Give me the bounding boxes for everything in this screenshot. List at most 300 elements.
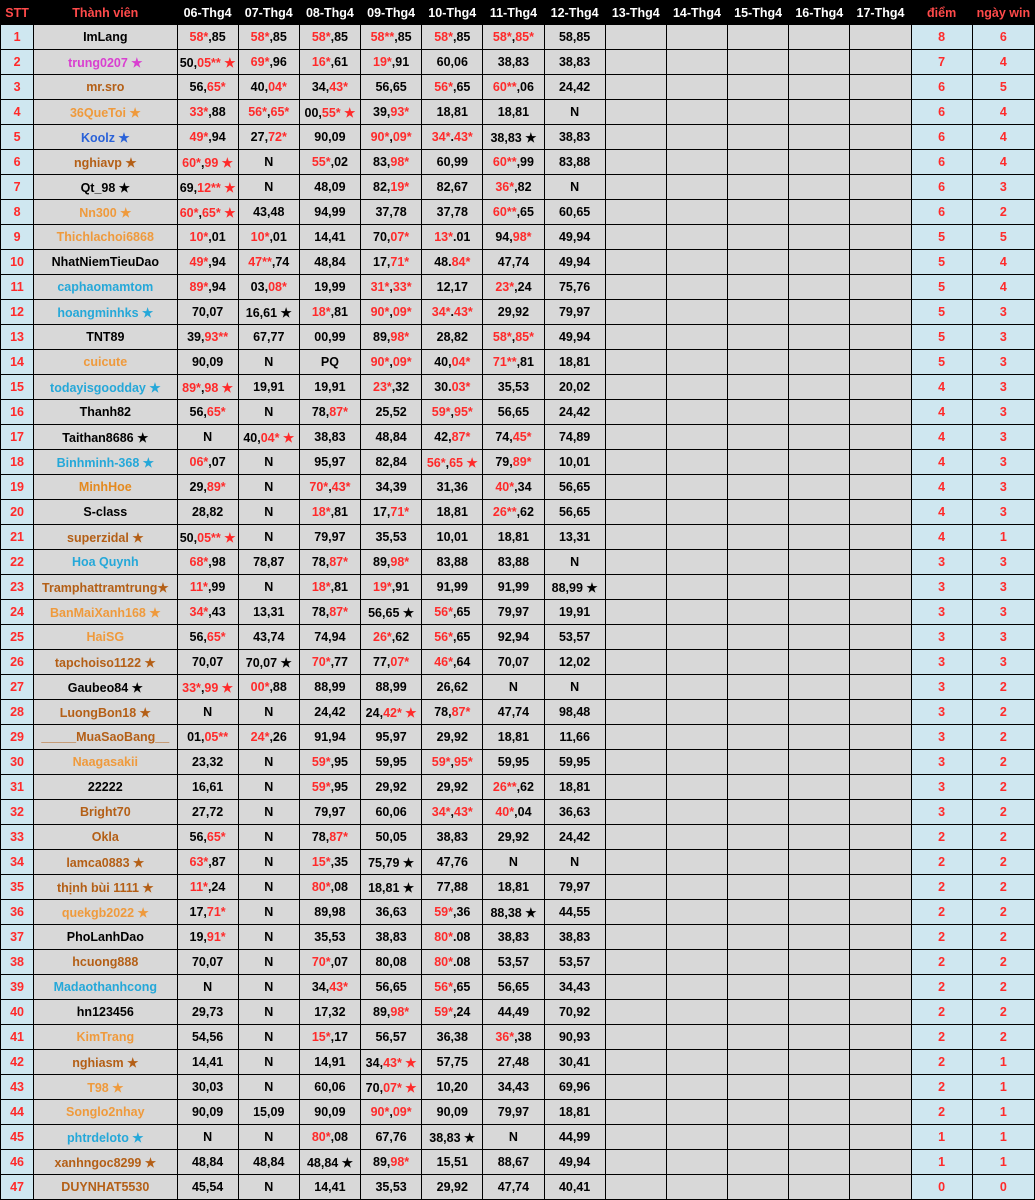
score-cell (850, 150, 911, 175)
score-cell (299, 950, 360, 975)
score-cell (728, 275, 789, 300)
score-text: ,62 (516, 505, 534, 519)
member-name: PhoLanhDao (34, 925, 177, 950)
score-cell (483, 650, 544, 675)
score-text: 88,99 ★ (551, 580, 598, 595)
score-text: 18,81 (436, 105, 468, 119)
score-cell (789, 875, 850, 900)
hit-mark: 10* (250, 230, 270, 244)
score-text: ,85 (330, 30, 349, 44)
score-cell (422, 75, 483, 100)
score-text: 34, (311, 80, 330, 94)
hit-mark: 89* (206, 480, 226, 494)
hit-mark: 34* (431, 305, 451, 319)
score-cell (728, 100, 789, 125)
score-cell (850, 925, 911, 950)
score-text: 18,81 (558, 1105, 591, 1119)
score-text: N (264, 405, 274, 419)
hit-mark: 60** (492, 80, 517, 94)
score-text: ,02 (330, 155, 349, 169)
score-text: ,24 (207, 880, 226, 894)
row-number: 10 (1, 250, 34, 275)
score-text: 35,53 (375, 1180, 407, 1194)
score-text: 56,65 ★ (368, 605, 415, 620)
score-cell (299, 650, 360, 675)
table-row (1, 875, 1035, 900)
hit-mark: 90* (370, 1105, 390, 1119)
score-cell (361, 750, 422, 775)
score-text: 47,74 (497, 1180, 530, 1194)
header-date: 16-Thg4 (789, 1, 850, 25)
hit-mark: 47** (248, 255, 272, 269)
score-text: 94,99 (314, 205, 346, 219)
score-cell (789, 1000, 850, 1025)
score-cell (666, 1150, 727, 1175)
score-cell (544, 575, 605, 600)
points-cell: 0 (911, 1175, 972, 1200)
win-days-cell: 1 (972, 1075, 1034, 1100)
table-row (1, 500, 1035, 525)
score-cell (422, 450, 483, 475)
score-cell (177, 225, 238, 250)
score-text: 38,83 (558, 930, 591, 944)
score-cell (299, 975, 360, 1000)
row-number: 44 (1, 1100, 34, 1125)
score-cell (605, 725, 666, 750)
score-cell (605, 975, 666, 1000)
score-cell (850, 1175, 911, 1200)
score-text: 23,32 (191, 755, 224, 769)
points-cell: 3 (911, 650, 972, 675)
score-text: 36,38 (436, 1030, 468, 1044)
score-cell (605, 200, 666, 225)
points-cell: 6 (911, 175, 972, 200)
score-text: ,32 (391, 380, 410, 394)
score-text: 56,65 (497, 980, 530, 994)
score-cell (422, 925, 483, 950)
score-cell (177, 950, 238, 975)
score-text: ,04 (514, 805, 532, 819)
score-cell (544, 450, 605, 475)
score-cell (544, 275, 605, 300)
score-cell (850, 225, 911, 250)
score-cell (238, 600, 299, 625)
score-text: 70,07 (191, 305, 224, 319)
score-text: 56,57 (375, 1030, 407, 1044)
score-text: 59,95 (375, 755, 407, 769)
hit-mark: 55* (311, 155, 331, 169)
score-text: N (508, 855, 518, 869)
score-cell (850, 1100, 911, 1125)
score-cell (238, 1150, 299, 1175)
score-cell (789, 325, 850, 350)
score-cell (238, 875, 299, 900)
score-cell (789, 575, 850, 600)
win-days-cell: 3 (972, 475, 1034, 500)
points-cell: 6 (911, 125, 972, 150)
score-cell (361, 1175, 422, 1200)
score-cell (789, 775, 850, 800)
score-text: N (264, 955, 274, 969)
score-text: 88,38 ★ (490, 905, 537, 920)
score-text: 78, (311, 555, 330, 569)
row-number: 23 (1, 575, 34, 600)
hit-mark: 12** ★ (197, 180, 236, 195)
score-text: 56,65 (375, 80, 407, 94)
score-cell (850, 475, 911, 500)
score-cell (728, 200, 789, 225)
score-text: N (264, 355, 274, 369)
score-cell (544, 50, 605, 75)
score-text: 98,48 (558, 705, 591, 719)
win-days-cell: 2 (972, 950, 1034, 975)
hit-mark: 59* (434, 905, 453, 919)
score-cell (299, 725, 360, 750)
score-text: 82,84 (375, 455, 407, 469)
hit-mark: 07* (390, 230, 410, 244)
score-cell (850, 100, 911, 125)
score-text: 78, (434, 705, 452, 719)
hit-mark: 71** (492, 355, 517, 369)
score-cell (544, 350, 605, 375)
score-cell (422, 1175, 483, 1200)
score-cell (850, 1075, 911, 1100)
score-text: N (264, 1030, 274, 1044)
score-text: 34, (311, 980, 330, 994)
header-member: Thành viên (34, 1, 177, 25)
hit-mark: 43* (454, 305, 473, 319)
hit-mark: 65* (206, 405, 226, 419)
score-cell (422, 1050, 483, 1075)
score-cell (361, 1100, 422, 1125)
score-cell (361, 150, 422, 175)
score-text: 91,99 (497, 580, 530, 594)
score-cell (361, 675, 422, 700)
score-text: ,74 (271, 255, 290, 269)
score-text: 48,84 ★ (306, 1155, 353, 1170)
score-cell (361, 1150, 422, 1175)
score-text: 48,09 (314, 180, 346, 194)
score-text: ,96 (269, 55, 287, 69)
score-text: 27,72 (191, 805, 224, 819)
score-cell (666, 800, 727, 825)
score-text: N (264, 480, 274, 494)
score-cell (299, 1100, 360, 1125)
score-cell (299, 450, 360, 475)
score-text: 89, (373, 1005, 391, 1019)
score-cell (666, 625, 727, 650)
score-text: 60,65 (558, 205, 591, 219)
score-cell (605, 650, 666, 675)
score-text: N (264, 155, 274, 169)
score-text: 42, (434, 430, 452, 444)
score-text: 90,09 (191, 355, 224, 369)
score-cell (238, 800, 299, 825)
score-text: , (511, 30, 516, 44)
win-days-cell: 3 (972, 425, 1034, 450)
score-cell (666, 300, 727, 325)
win-days-cell: 3 (972, 175, 1034, 200)
hit-mark: 98* (390, 1155, 410, 1169)
score-cell (177, 450, 238, 475)
member-name: todayisgoodday ★ (34, 375, 177, 400)
table-row (1, 150, 1035, 175)
score-text: 19,91 (253, 380, 285, 394)
points-cell: 3 (911, 700, 972, 725)
score-text: 48,84 (191, 1155, 224, 1169)
score-cell (544, 325, 605, 350)
member-name: xanhngoc8299 ★ (34, 1150, 177, 1175)
score-cell (422, 150, 483, 175)
hit-mark: 60** (492, 155, 517, 169)
score-text: 90,09 (314, 130, 346, 144)
win-days-cell: 2 (972, 850, 1034, 875)
points-cell: 4 (911, 450, 972, 475)
score-text: 89, (373, 555, 391, 569)
score-text: 43,48 (253, 205, 285, 219)
score-cell (422, 400, 483, 425)
score-cell (299, 375, 360, 400)
score-text: , (389, 305, 393, 319)
score-cell (789, 300, 850, 325)
score-text: 56,65 (497, 405, 530, 419)
score-cell (728, 875, 789, 900)
score-text: 38,83 ★ (490, 130, 537, 145)
score-cell (238, 850, 299, 875)
score-cell (544, 625, 605, 650)
points-cell: 2 (911, 1050, 972, 1075)
score-text: ,34 (514, 480, 532, 494)
member-name: Okla (34, 825, 177, 850)
score-text: 10,01 (436, 530, 468, 544)
win-days-cell: 4 (972, 100, 1034, 125)
score-cell (728, 575, 789, 600)
score-text: 82, (373, 180, 391, 194)
score-text: 79,97 (497, 605, 530, 619)
score-cell (483, 875, 544, 900)
score-text: ,81 (330, 505, 349, 519)
score-cell (544, 525, 605, 550)
hit-mark: 65* (206, 80, 226, 94)
score-cell (789, 200, 850, 225)
score-text: 36,63 (558, 805, 591, 819)
score-cell (483, 175, 544, 200)
hit-mark: 87* (451, 430, 471, 444)
score-text: , (200, 155, 205, 170)
score-cell (544, 175, 605, 200)
score-text: 14,41 (191, 1055, 224, 1069)
score-text: ,85 (208, 30, 226, 44)
score-cell (177, 150, 238, 175)
score-cell (605, 675, 666, 700)
score-cell (361, 450, 422, 475)
score-cell (238, 575, 299, 600)
score-cell (850, 825, 911, 850)
score-text: 00,99 (314, 330, 346, 344)
score-cell (666, 525, 727, 550)
member-name: lamca0883 ★ (34, 850, 177, 875)
table-row (1, 700, 1035, 725)
header-date: 09-Thg4 (361, 1, 422, 25)
score-cell (789, 825, 850, 850)
score-cell (299, 750, 360, 775)
score-cell (666, 650, 727, 675)
score-cell (177, 300, 238, 325)
score-text: 34,43 (558, 980, 591, 994)
score-cell (544, 975, 605, 1000)
table-row (1, 75, 1035, 100)
score-cell (238, 475, 299, 500)
score-text: 28,82 (436, 330, 468, 344)
score-text: ,64 (452, 655, 471, 669)
points-cell: 5 (911, 250, 972, 275)
score-cell (361, 950, 422, 975)
score-cell (666, 175, 727, 200)
score-cell (177, 1000, 238, 1025)
score-cell (238, 1025, 299, 1050)
score-text: ,07 (208, 455, 226, 469)
score-text: 10,01 (558, 455, 591, 469)
row-number: 37 (1, 925, 34, 950)
score-text: ,01 (269, 230, 287, 244)
win-days-cell: 3 (972, 575, 1034, 600)
score-text: ,62 (516, 780, 534, 794)
score-cell (728, 1025, 789, 1050)
hit-mark: 90* (370, 355, 390, 369)
table-row (1, 800, 1035, 825)
header-date: 14-Thg4 (666, 1, 727, 25)
member-name: nghiasm ★ (34, 1050, 177, 1075)
score-text: 01, (187, 730, 205, 744)
score-cell (422, 1125, 483, 1150)
score-cell (299, 1075, 360, 1100)
points-cell: 4 (911, 375, 972, 400)
row-number: 4 (1, 100, 34, 125)
table-row (1, 550, 1035, 575)
hit-mark: 43* (454, 805, 473, 819)
hit-mark: 85* (515, 30, 534, 44)
hit-mark: 43* (329, 80, 349, 94)
score-cell (789, 1025, 850, 1050)
score-cell (605, 225, 666, 250)
table-row (1, 50, 1035, 75)
hit-mark: 49* (189, 255, 209, 269)
score-cell (422, 625, 483, 650)
hit-mark: 34* (431, 805, 451, 819)
score-text: 40, (434, 355, 452, 369)
win-days-cell: 3 (972, 550, 1034, 575)
hit-mark: 45* (512, 430, 532, 444)
row-number: 32 (1, 800, 34, 825)
score-cell (544, 825, 605, 850)
row-number: 20 (1, 500, 34, 525)
score-cell (605, 1075, 666, 1100)
score-cell (422, 375, 483, 400)
score-text: 27, (250, 130, 269, 144)
row-number: 30 (1, 750, 34, 775)
score-cell (361, 425, 422, 450)
score-text: 79,97 (558, 880, 591, 894)
win-days-cell: 5 (972, 75, 1034, 100)
score-cell (850, 1025, 911, 1050)
score-text: 78,87 (253, 555, 285, 569)
hit-mark: 05** ★ (197, 55, 236, 70)
score-cell (361, 825, 422, 850)
hit-mark: 31* (370, 280, 390, 294)
score-cell (238, 1100, 299, 1125)
score-cell (666, 750, 727, 775)
score-cell (422, 550, 483, 575)
score-text: 92,94 (497, 630, 530, 644)
row-number: 42 (1, 1050, 34, 1075)
header-date: 13-Thg4 (605, 1, 666, 25)
score-cell (177, 350, 238, 375)
score-cell (361, 925, 422, 950)
score-cell (422, 1025, 483, 1050)
score-cell (238, 450, 299, 475)
score-cell (605, 75, 666, 100)
score-cell (238, 975, 299, 1000)
score-cell (728, 500, 789, 525)
score-cell (605, 1125, 666, 1150)
score-text: N (264, 505, 274, 519)
score-cell (299, 400, 360, 425)
score-cell (422, 425, 483, 450)
score-text: 48,84 (314, 255, 346, 269)
score-text: ,85 (269, 30, 287, 44)
score-text: ,94 (208, 255, 226, 269)
score-cell (483, 1025, 544, 1050)
score-cell (605, 425, 666, 450)
table-row (1, 100, 1035, 125)
score-cell (422, 900, 483, 925)
score-text: N (570, 105, 580, 119)
score-cell (361, 700, 422, 725)
member-name: Binhminh-368 ★ (34, 450, 177, 475)
score-cell (666, 1050, 727, 1075)
member-name: mr.sro (34, 75, 177, 100)
score-text: 48. (434, 255, 452, 269)
score-text: , (450, 405, 455, 419)
win-days-cell: 5 (972, 225, 1034, 250)
score-cell (850, 725, 911, 750)
score-text: 94, (495, 230, 513, 244)
score-text: N (508, 680, 518, 694)
score-text: 56, (189, 80, 207, 94)
score-cell (728, 1125, 789, 1150)
score-text: ,08 (330, 1130, 349, 1144)
score-text: 56,65 (558, 505, 591, 519)
score-cell (544, 250, 605, 275)
score-cell (666, 325, 727, 350)
member-name: Thichlachoi6868 (34, 225, 177, 250)
hit-mark: 90* (370, 305, 390, 319)
score-cell (666, 150, 727, 175)
hit-mark: 80* (311, 1130, 331, 1144)
score-cell (422, 1075, 483, 1100)
score-cell (666, 1075, 727, 1100)
score-cell (361, 600, 422, 625)
win-days-cell: 3 (972, 400, 1034, 425)
score-cell (544, 550, 605, 575)
score-cell (483, 750, 544, 775)
score-cell (238, 325, 299, 350)
score-cell (850, 25, 911, 50)
hit-mark: 91* (206, 930, 226, 944)
points-cell: 5 (911, 225, 972, 250)
score-cell (789, 425, 850, 450)
score-text: ,95 (330, 755, 349, 769)
